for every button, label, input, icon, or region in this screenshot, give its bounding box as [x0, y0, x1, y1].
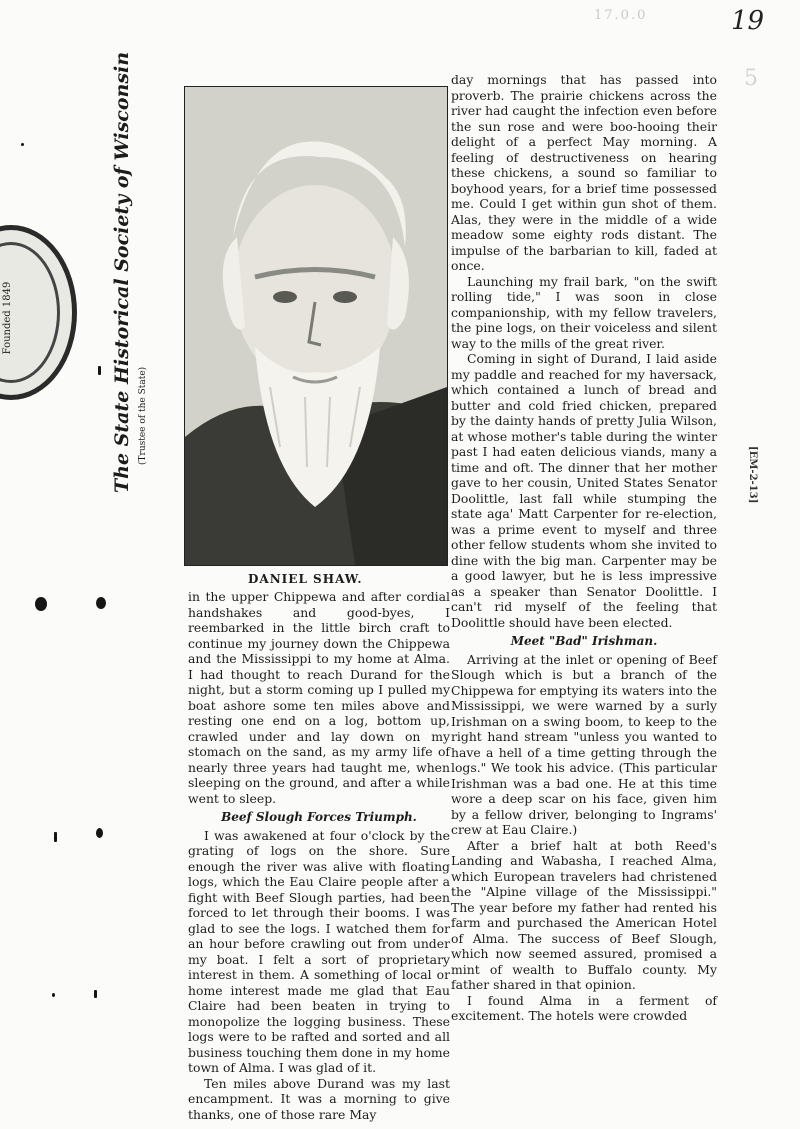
portrait-illustration	[185, 87, 447, 565]
corner-mark: 5	[744, 66, 758, 91]
paragraph: day mornings that has passed into proverb. The prairie chickens across the river had caught the infection even before the sun rose and were boo-hooing their delight of a perfect May morning. A feeling of destructiveness on hearing these chickens, a sound so familiar to boyhood years, for a brief time possessed me. Could I get within gun shot of them. Alas, they were in the middle of a wide meadow some eighty rods distant. The impulse of the barbarian to kill, faded at once.	[451, 72, 717, 273]
article-column-2	[451, 72, 717, 1024]
ink-mark	[96, 597, 106, 609]
seal-lettering	[0, 258, 40, 368]
paragraph: Arriving at the inlet or opening of Beef Slough which is but a branch of the Chippewa for emptying its waters into the Mississippi, we were warned by a surly Irishman on a swing boom, to keep to the right hand stream "unless you wanted to have a hell of a time getting through the logs." We took his advice. (This particular Irishman was a bad one. He at this time wore a deep scar on his face, given him by a fellow driver, belonging to Ingrams' crew at Eau Claire.)	[451, 651, 717, 837]
newspaper-clipping	[178, 72, 743, 1122]
ink-mark	[21, 143, 24, 146]
paragraph: I found Alma in a ferment of excitement. The hotels were crowded	[451, 992, 717, 1023]
ink-mark	[35, 597, 47, 611]
section-heading: Meet "Bad" Irishman.	[510, 634, 658, 648]
photo-caption: DANIEL SHAW.	[248, 572, 363, 586]
svg-text:Founded 1849: Founded 1849	[2, 281, 13, 355]
paragraph: I was awakened at four o'clock by the grating of logs on the shore. Sure enough the river was alive with floating logs, which the Eau Claire people after a fight with Beef Slough parties, had been forced to let through their booms. I was glad to see the logs. I watched them for an hour before crawling out from under my boat. I felt a sort of proprietary interest in them. A something of local or home interest made me glad that Eau Claire had been beaten in trying to monopolize the logging business. These logs were to be rafted and sorted and all business touching them done in my home town of Alma. I was glad of it.	[188, 827, 450, 1075]
article-column-1	[188, 589, 450, 1122]
faint-stamp: 17.0.0	[594, 8, 648, 23]
ink-mark	[54, 832, 57, 842]
society-name: The State Historical Society of Wisconsin	[111, 51, 133, 493]
paragraph: in the upper Chippewa and after cordial handshakes and good-byes, I reembarked in the little birch craft to continue my journey down the Chippewa and the Mississippi to my home at Alma. I had thought to reach Durand for the night, but a storm coming up I pulled my boat ashore some ten miles above and resting one end on a log, bottom up, crawled under and lay down on my stomach on the sand, as my army life of nearly three years had taught me, when sleeping on the ground, and after a while went to sleep.	[188, 589, 450, 806]
society-stamp	[86, 51, 156, 495]
paragraph: Launching my frail bark, "on the swift rolling tide," I was soon in close companionship, with my fellow travelers, the pine logs, on their voiceless and silent way to the mills of the great river.	[451, 273, 717, 351]
ink-mark	[96, 828, 103, 838]
paragraph: After a brief halt at both Reed's Landing and Wabasha, I reached Alma, which European travelers had christened the "Alpine village of the Mississippi." The year before my father had rented his farm and purchased the American Hotel of Alma. The success of Beef Slough, which now seemed assured, promised a mint of wealth to Buffalo county. My father shared in that opinion.	[451, 837, 717, 992]
paragraph: Coming in sight of Durand, I laid aside my paddle and reached for my haversack, which contained a lunch of bread and butter and cold fried chicken, prepared by the dainty hands of pretty Julia Wilson, at whose mother's table during the winter past I had eaten delicious viands, many a time and oft. The dinner that her mother gave to her cousin, United States Senator Doolittle, last fall while stumping the state aga' Matt Carpenter for re-election, was a prime event to myself and three other fellow students whom she invited to dine with the big man. Carpenter may be a good lawyer, but he is less impressive as a speaker than Senator Doolittle. I can't rid myself of the feeling that Doolittle should have been elected.	[451, 351, 717, 630]
society-seal	[0, 225, 77, 400]
ink-mark	[94, 990, 97, 998]
side-stamp: [EM-2-13]	[747, 446, 758, 504]
ink-mark	[98, 366, 101, 375]
paragraph: Ten miles above Durand was my last encampment. It was a morning to give thanks, one of those rare May	[188, 1075, 450, 1122]
section-heading: Beef Slough Forces Triumph.	[221, 810, 417, 824]
portrait-photo	[184, 86, 448, 566]
society-subtitle: (Trustee of the State)	[138, 366, 148, 465]
page-number: 19	[731, 6, 765, 36]
ink-mark	[52, 993, 55, 997]
